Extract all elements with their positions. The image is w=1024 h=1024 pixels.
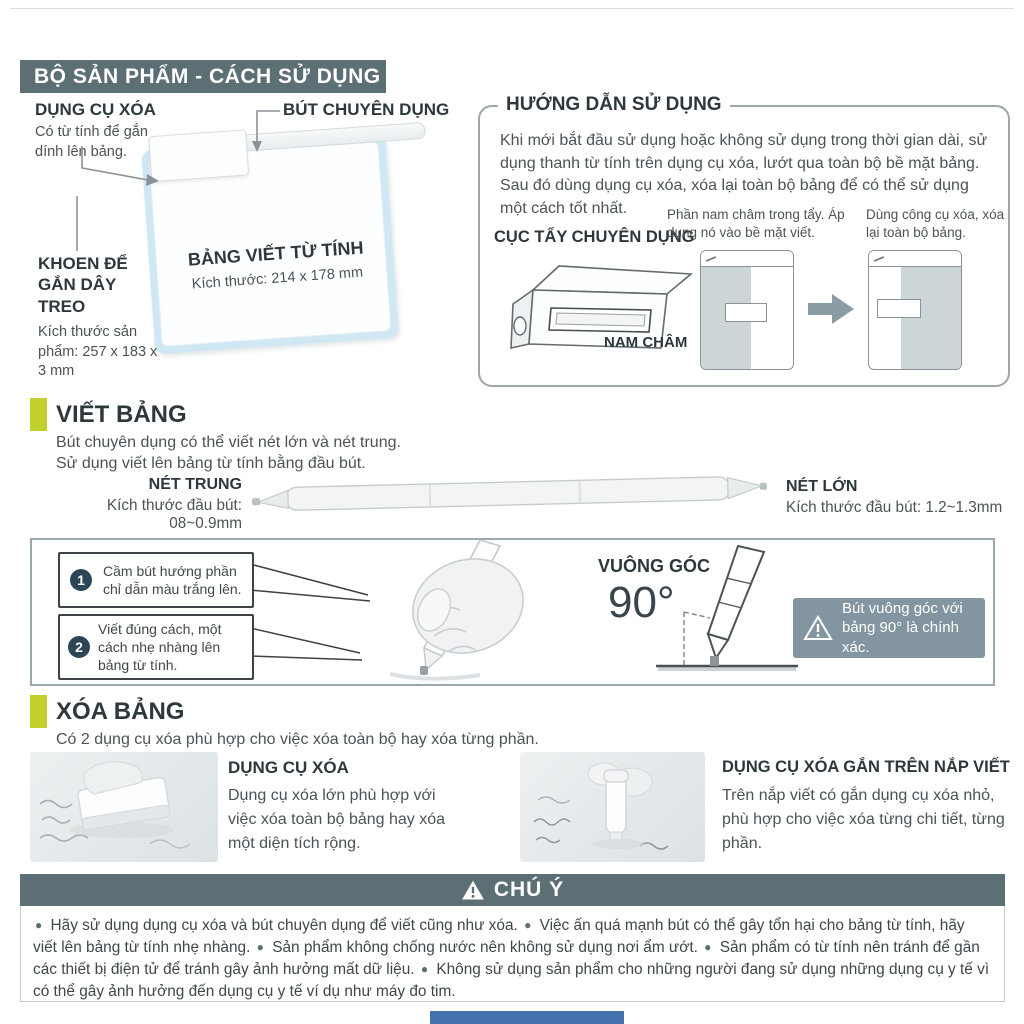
step1-text: Cầm bút hướng phần chỉ dẫn màu trắng lên.	[103, 563, 242, 598]
step2-text: Viết đúng cách, một cách nhẹ nhàng lên bảng từ tính.	[98, 621, 222, 674]
large-tip-label: NÉT LỚN	[786, 478, 858, 495]
large-tip-block	[786, 478, 1016, 517]
pen-illustration	[250, 466, 770, 528]
photo-cap-eraser-art	[520, 752, 705, 862]
bullet-icon: ●	[420, 961, 429, 976]
board-size: Kích thước: 214 x 178 mm	[191, 264, 364, 293]
arrow-right-icon	[806, 292, 856, 326]
photo-cap-eraser	[520, 752, 705, 862]
notice-bar	[20, 874, 1005, 906]
eraser-desc: Có từ tính để gắn dính lên bảng.	[35, 124, 148, 160]
guide-body: Khi mới bắt đầu sử dụng hoặc không sử dụng trong thời gian dài, sử dụng thanh từ tính trên dụng cụ xóa, lướt qua toàn bộ bề mặt bảng. Sau đó dùng dụng cụ xóa, xóa lại toàn bộ bảng để có thể sử dụng một cách tốt nhất.	[500, 132, 988, 218]
large-tip-size: Kích thước đầu bút: 1.2~1.3mm	[786, 499, 1003, 516]
erase-col2-body: Trên nắp viết có gắn dụng cụ xóa nhỏ, phù hợp cho việc xóa từng chi tiết, từng phần.	[722, 787, 1005, 852]
angle-note-box	[793, 598, 985, 658]
erase-col2-title: DỤNG CỤ XÓA GẮN TRÊN NẮP VIẾT	[722, 758, 1010, 776]
erase-intro: Có 2 dụng cụ xóa phù hợp cho việc xóa toàn bộ hay xóa từng phần.	[56, 731, 539, 748]
notice-body: ● Hãy sử dụng dụng cụ xóa và bút chuyên dụng để viết cũng như xóa. ● Việc ấn quá mạnh bút có thể gây tổn hại cho bảng từ tính, hãy viết lên bảng từ tính nhẹ nhàng. ● Sản phẩm không chống nước nên không sử dụng nơi ẩm ướt. ● Sản phẩm có từ tính nên tránh để gần các thiết bị điện tử để tránh gây ảnh hưởng mất dữ liệu. ● Không sử dụng sản phẩm cho những người đang sử dụng những dụng cụ y tế vì có thể gây ảnh hưởng đến dụng cụ y tế ví dụ như máy đo tim.	[20, 906, 1005, 1002]
step2-box	[58, 614, 254, 680]
medium-tip-size: Kích thước đầu bút: 08~0.9mm	[106, 497, 242, 532]
section-accent-bar	[30, 398, 47, 431]
mini-board-after	[868, 250, 962, 370]
erase-col1-title: DỤNG CỤ XÓA	[228, 758, 349, 777]
photo-big-eraser-art	[30, 752, 218, 862]
special-eraser-title: CỤC TẨY CHUYÊN DỤNG	[494, 228, 695, 246]
magnet-label: NAM CHÂM	[604, 334, 688, 351]
warning-icon	[461, 880, 485, 901]
step1-number: 1	[70, 569, 92, 591]
product-size: Kích thước sản phẩm: 257 x 183 x 3 mm	[38, 324, 158, 380]
angle-illustration	[648, 540, 800, 678]
step1-box	[58, 552, 254, 608]
mini-board-before	[700, 250, 794, 370]
guide-title: HƯỚNG DẪN SỬ DỤNG	[498, 94, 730, 116]
bottom-bar	[430, 1011, 624, 1024]
mini-eraser	[725, 303, 767, 322]
bullet-icon: ●	[256, 939, 264, 954]
photo-big-eraser	[30, 752, 218, 862]
notice-title: CHÚ Ý	[493, 878, 565, 901]
bullet-icon: ●	[704, 939, 712, 954]
mini-eraser	[877, 299, 921, 318]
medium-tip-label: NÉT TRUNG	[148, 476, 242, 493]
mini-board-header	[869, 251, 961, 267]
hand-pen-illustration	[330, 536, 540, 682]
erase-section-title: XÓA BẢNG	[56, 698, 185, 725]
caption-erase: Dùng công cụ xóa, xóa lại toàn bộ bảng.	[866, 207, 1005, 240]
eraser-on-board	[148, 129, 249, 182]
tiny-pen-icon	[705, 254, 719, 264]
angle-note-text: Bút vuông góc với bảng 90° là chính xác.	[842, 599, 963, 656]
section-accent-bar	[30, 695, 47, 728]
header-bar	[20, 60, 386, 93]
pen-label: BÚT CHUYÊN DỤNG	[283, 100, 450, 119]
tiny-pen-icon	[873, 254, 887, 264]
bullet-icon: ●	[524, 918, 532, 932]
board-title: BẢNG VIẾT TỪ TÍNH	[187, 237, 365, 270]
angle-label: VUÔNG GÓC	[598, 556, 711, 576]
eraser-label: DỤNG CỤ XÓA	[35, 100, 156, 119]
bullet-icon: ●	[35, 918, 43, 932]
angle-value: 90°	[608, 578, 675, 627]
caption-magnet: Phần nam châm trong tẩy. Áp dụng nó vào bề mặt viết.	[667, 207, 845, 240]
magnetic-board	[141, 134, 399, 355]
mini-board-header	[701, 251, 793, 267]
write-line1: Bút chuyên dụng có thể viết nét lớn và nét trung.	[56, 434, 401, 451]
hook-label: KHOEN ĐỂ GẮN DÂY TREO	[38, 254, 128, 316]
warning-icon	[803, 615, 833, 642]
write-line2: Sử dụng viết lên bảng từ tính bằng đầu bút.	[56, 455, 366, 472]
top-rule	[10, 8, 1014, 9]
erase-col1-body: Dụng cụ xóa lớn phù hợp với việc xóa toàn bộ bảng hay xóa một diện tích rộng.	[228, 787, 446, 852]
write-section-title: VIẾT BẢNG	[56, 401, 187, 428]
step2-number: 2	[68, 636, 90, 658]
medium-tip-block	[30, 476, 242, 533]
page-title: BỘ SẢN PHẨM - CÁCH SỬ DỤNG	[34, 65, 381, 88]
